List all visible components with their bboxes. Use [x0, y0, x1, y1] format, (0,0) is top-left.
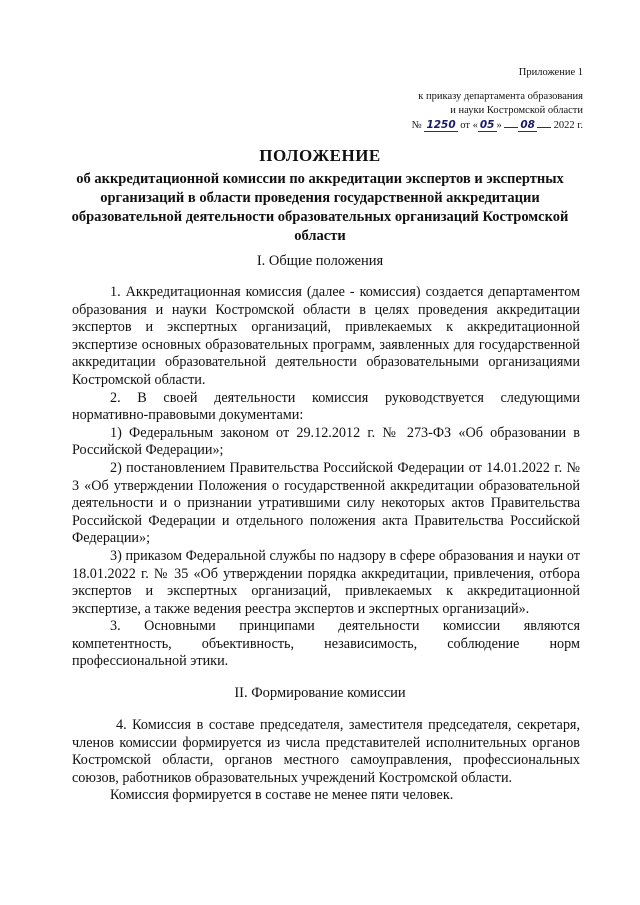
date-after-day: »: [496, 120, 505, 131]
document-subtitle: об аккредитационной комиссии по аккредитации экспертов и экспертных организаций в области проведения государственной аккредитации образовательной деятельности образовательных организаций Костромской области: [71, 171, 569, 244]
section-2-heading: II. Формирование комиссии: [234, 685, 406, 701]
paragraph-3: 3. Основными принципами деятельности комиссии являются компетентность, объективность, независимость, соблюдение норм профессиональной этики.: [72, 618, 580, 670]
date-blank-right: [537, 127, 551, 128]
section-1-body: [72, 284, 580, 671]
order-day-handwritten: 05: [479, 119, 495, 131]
paragraph-2-item-3: 3) приказом Федеральной службы по надзору в сфере образования и науки от 18.01.2022 г. № 35 «Об утверждении порядка аккредитации, привлечения, отбора экспертов и экспертных организаций, привлекаемых к аккредитационной экспертизе, а также ведения реестра экспертов и экспертных организаций».: [72, 547, 580, 617]
appendix-label: Приложение 1: [518, 67, 583, 78]
order-reference-line2: и науки Костромской области: [450, 105, 583, 116]
paragraph-2-item-1: 1) Федеральным законом от 29.12.2012 г. № 273-ФЗ «Об образовании в Российской Федерации»;: [72, 424, 580, 459]
section-2-body: [72, 717, 580, 805]
order-reference-line1: к приказу департамента образования: [418, 91, 583, 102]
paragraph-4: 4. Комиссия в составе председателя, заместителя председателя, секретаря, членов комиссии формируется из числа представителей исполнительных органов Костромской области, органов местного самоуправления, профессиональных союзов, работников образовательных учреждений Костромской области.: [72, 717, 580, 786]
paragraph-2: 2. В своей деятельности комиссия руководствуется следующими нормативно-правовыми документами:: [72, 389, 580, 424]
number-prefix: №: [411, 120, 422, 131]
paragraph-2-item-2: 2) постановлением Правительства Российской Федерации от 14.01.2022 г. № 3 «Об утверждении Положения о государственной аккредитации образовательной деятельности и о признании утратившими силу некоторых актов Правительства Российской Федерации и отдельного положения акта Правительства Российской Федерации»;: [72, 459, 580, 547]
paragraph-1: 1. Аккредитационная комиссия (далее - комиссия) создается департаментом образования и науки Костромской области в целях проведения аккредитации экспертов и экспертных организаций, привлекаемых к аккредитационной экспертизе основных образовательных программ, заявленных для государственной аккредитации образовательной деятельности образовательными организациями Костромской области.: [72, 284, 580, 388]
date-prefix: от «: [460, 120, 478, 131]
appendix-header: [343, 66, 583, 133]
section-1-heading: I. Общие положения: [256, 253, 384, 269]
order-year: 2022 г.: [553, 120, 583, 131]
document-title: ПОЛОЖЕНИЕ: [259, 146, 381, 165]
paragraph-5: Комиссия формируется в составе не менее пяти человек.: [110, 787, 454, 804]
order-number-handwritten: 1250: [426, 119, 456, 131]
order-number-line: [343, 118, 583, 133]
date-blank-left: [504, 127, 518, 128]
order-month-handwritten: 08: [520, 119, 535, 131]
document-title-block: [60, 146, 580, 246]
